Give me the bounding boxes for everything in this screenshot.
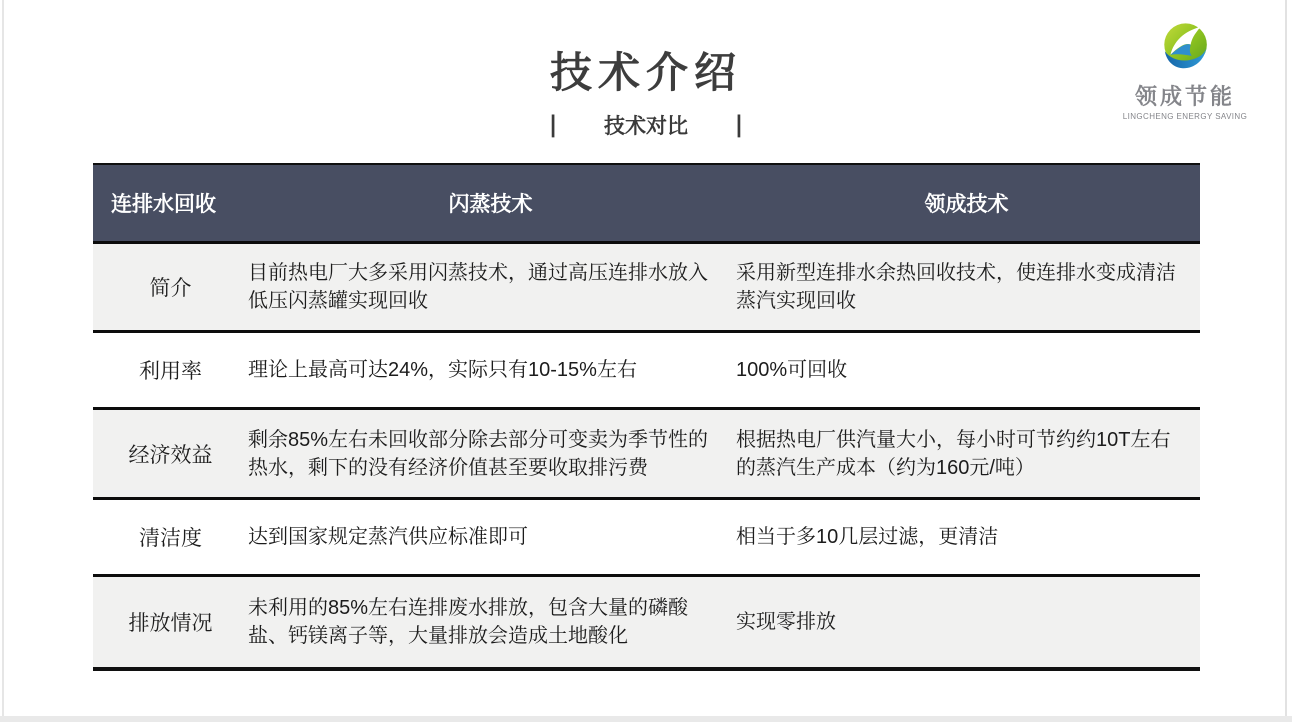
table-row-intro bbox=[93, 241, 1200, 330]
logo-name-cn: 领成节能 bbox=[1134, 84, 1235, 109]
flash-tech-cell: 未利用的85%左右连排废水排放，包含大量的磷酸盐、钙镁离子等，大量排放会造成土地酸化 bbox=[248, 597, 689, 647]
logo-name-en: LINGCHENG ENERGY SAVING bbox=[1122, 112, 1248, 121]
flash-tech-cell: 剩余85%左右未回收部分除去部分可变卖为季节性的热水，剩下的没有经济价值甚至要收取排污费 bbox=[248, 428, 709, 479]
table-row-utilization bbox=[93, 330, 1200, 407]
logo-mark-icon bbox=[1157, 20, 1213, 76]
lingcheng-tech-cell: 根据热电厂供汽量大小，每小时可节约约10T左右的蒸汽生产成本（约为160元/吨） bbox=[736, 428, 1171, 479]
lingcheng-tech-cell: 100%可回收 bbox=[736, 359, 848, 381]
subtitle-right-bar-icon: | bbox=[736, 111, 742, 138]
row-label: 简介 bbox=[149, 277, 192, 300]
lingcheng-tech-cell: 采用新型连排水余热回收技术，使连排水变成清洁蒸汽实现回收 bbox=[736, 262, 1176, 312]
company-logo bbox=[1120, 20, 1250, 121]
header-cell-lingcheng-tech: 领成技术 bbox=[924, 193, 1009, 216]
lingcheng-tech-cell: 相当于多10几层过滤，更清洁 bbox=[736, 526, 999, 548]
page-subtitle-text: 技术对比 bbox=[604, 115, 688, 138]
row-label: 清洁度 bbox=[139, 527, 202, 550]
flash-tech-cell: 达到国家规定蒸汽供应标准即可 bbox=[248, 526, 528, 548]
header-cell-recovery: 连排水回收 bbox=[111, 193, 216, 216]
title-block bbox=[0, 40, 1292, 140]
row-label: 排放情况 bbox=[128, 612, 213, 635]
page-subtitle bbox=[0, 110, 1292, 140]
header-cell-flash-tech: 闪蒸技术 bbox=[448, 193, 533, 216]
lingcheng-tech-cell: 实现零排放 bbox=[736, 611, 836, 633]
table-row-cleanliness bbox=[93, 497, 1200, 574]
table-row-emissions bbox=[93, 574, 1200, 667]
flash-tech-cell: 目前热电厂大多采用闪蒸技术，通过高压连排水放入低压闪蒸罐实现回收 bbox=[248, 262, 708, 312]
row-label: 利用率 bbox=[139, 360, 202, 383]
table-header-row bbox=[93, 165, 1200, 241]
page-title: 技术介绍 bbox=[549, 48, 742, 97]
table-row-economic-benefit bbox=[93, 407, 1200, 497]
subtitle-left-bar-icon: | bbox=[550, 111, 556, 138]
comparison-table bbox=[93, 163, 1200, 671]
flash-tech-cell: 理论上最高可达24%，实际只有10-15%左右 bbox=[248, 359, 637, 381]
slide-edge-bottom bbox=[0, 716, 1292, 722]
row-label: 经济效益 bbox=[128, 443, 213, 467]
